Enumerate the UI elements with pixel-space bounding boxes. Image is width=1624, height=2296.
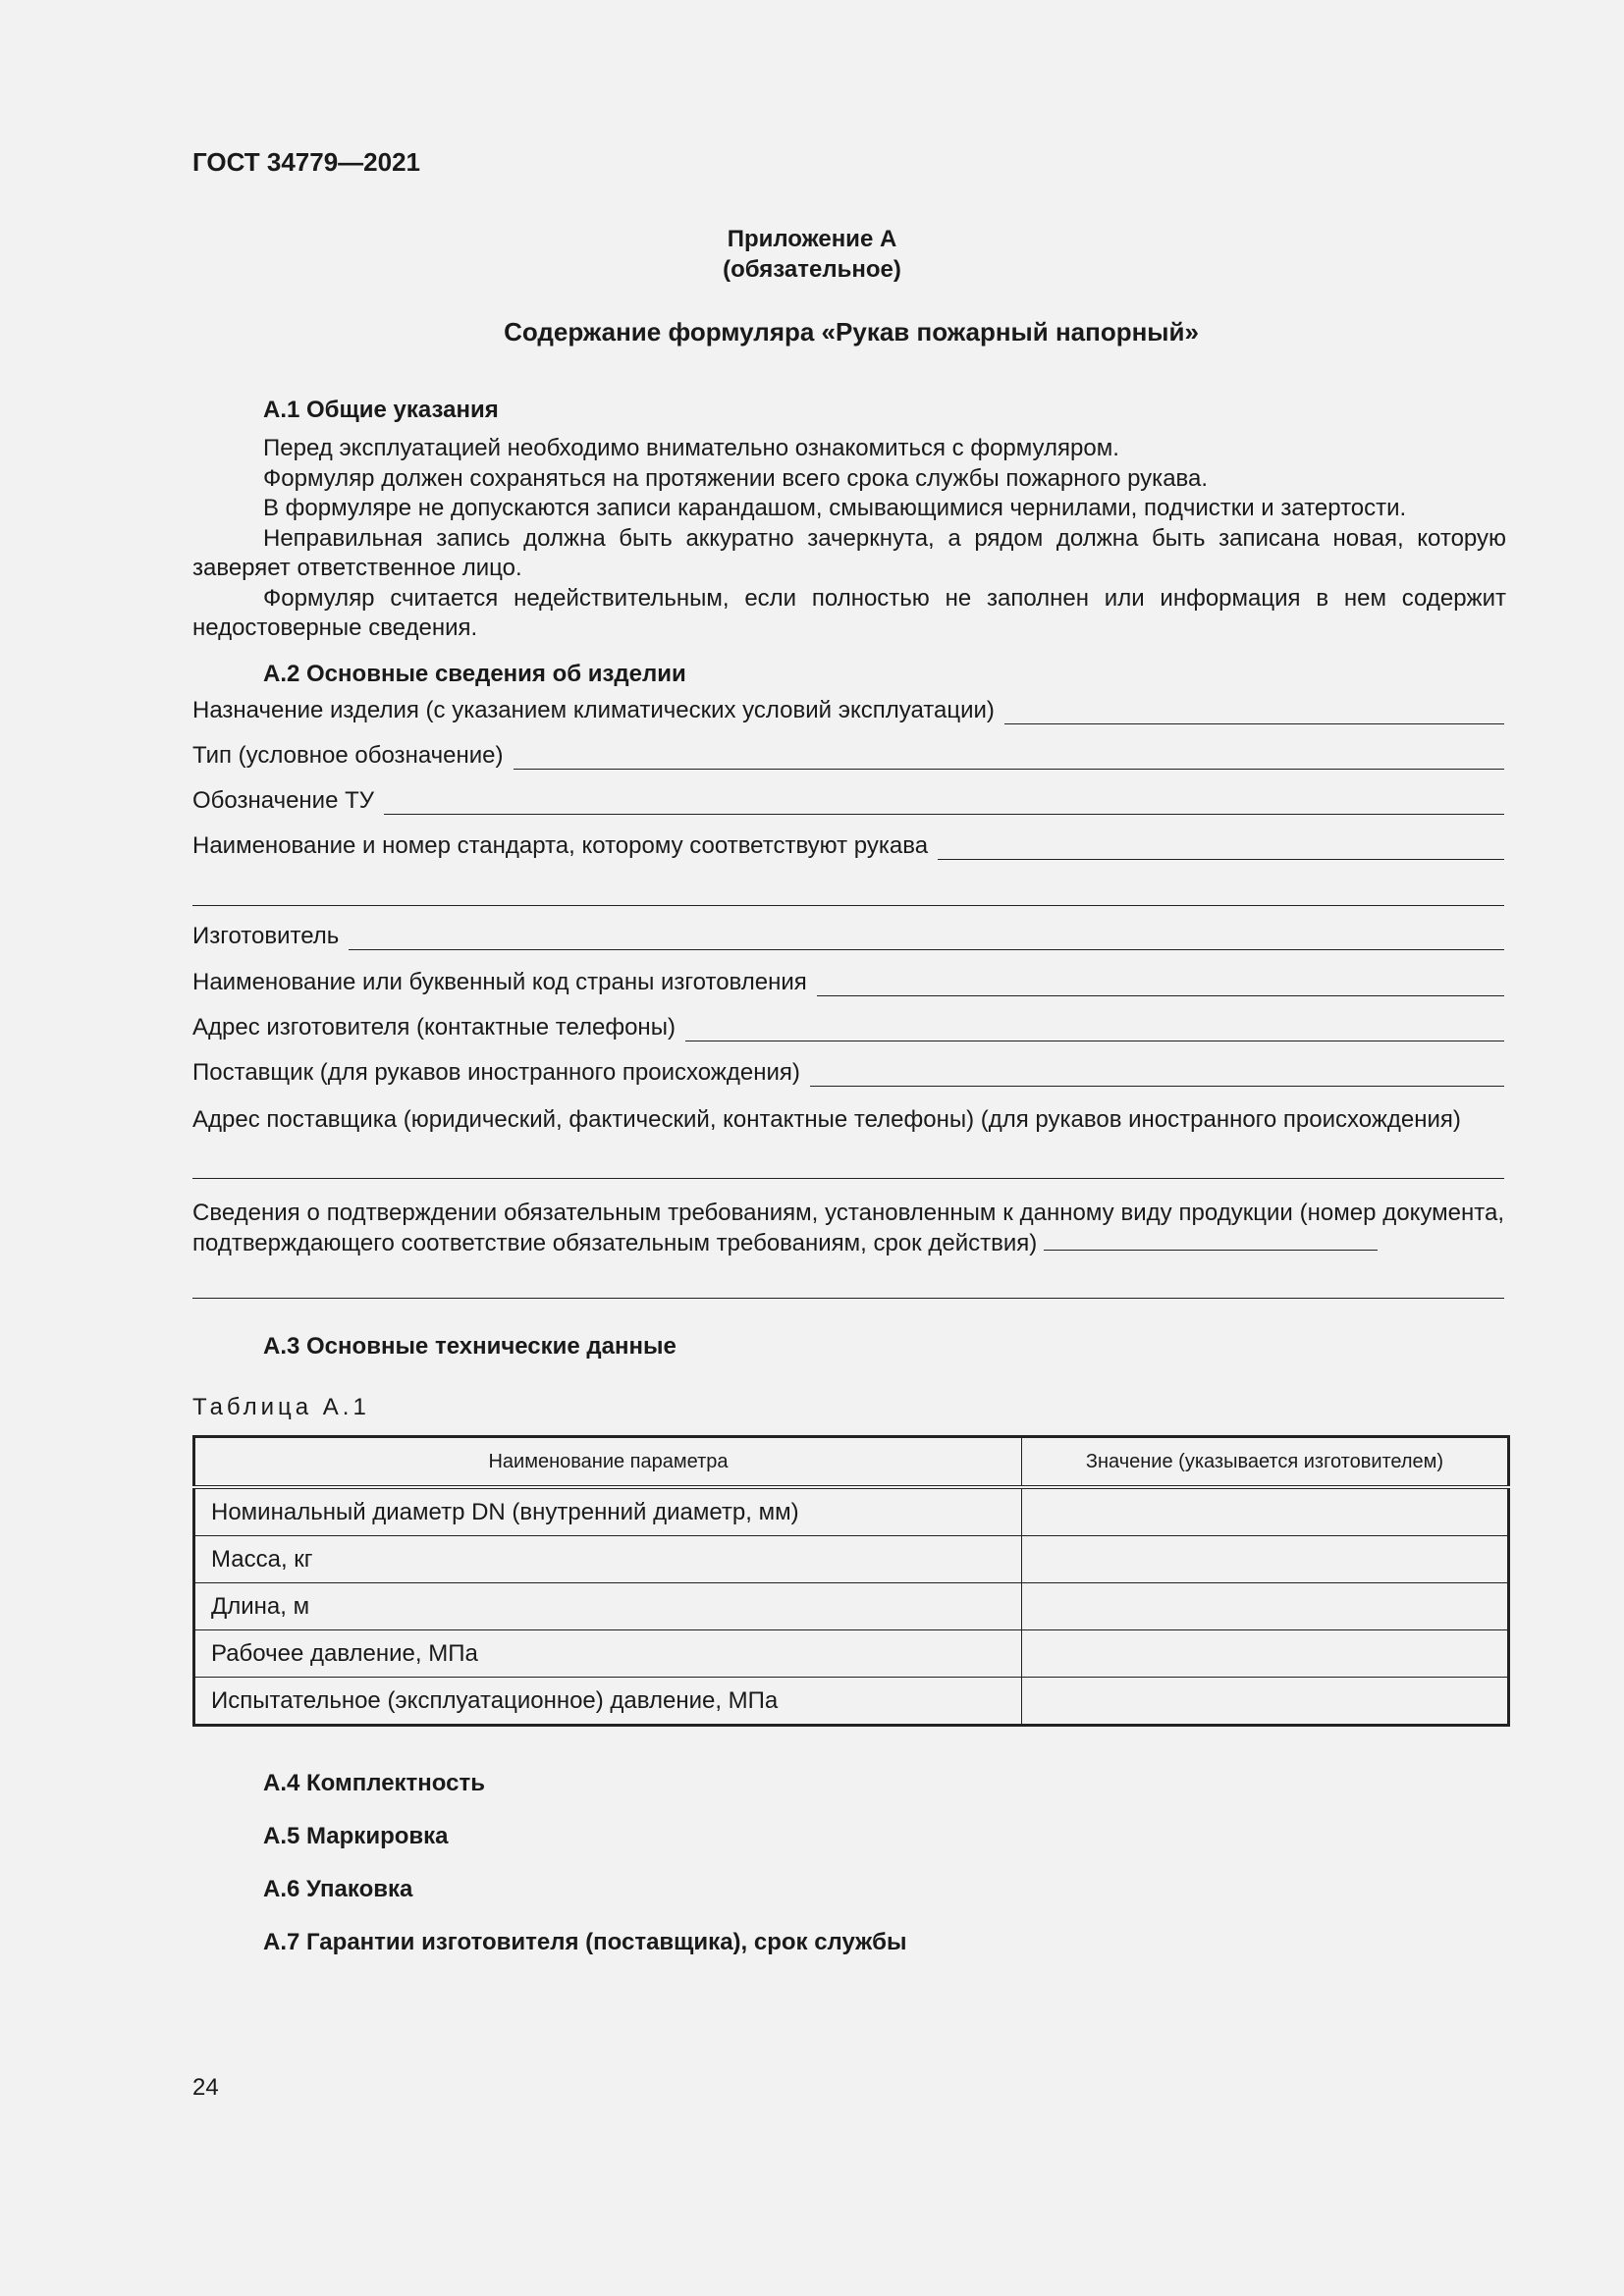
section-a1-heading: А.1 Общие указания bbox=[263, 397, 499, 423]
field-label: Обозначение ТУ bbox=[192, 787, 375, 814]
table-row bbox=[194, 1583, 1509, 1630]
fill-line[interactable] bbox=[938, 833, 1504, 860]
paragraph: Формуляр должен сохраняться на протяжении всего срока службы пожарного рукава. bbox=[263, 464, 1209, 492]
field-label: Поставщик (для рукавов иностранного происхождения) bbox=[192, 1059, 800, 1086]
annex-header bbox=[0, 224, 1624, 285]
parameter-name: Рабочее давление, МПа bbox=[194, 1630, 1022, 1678]
table-row bbox=[194, 1487, 1509, 1536]
page-number: 24 bbox=[192, 2074, 219, 2101]
section-a1-body bbox=[192, 434, 1506, 644]
fill-line-conformity[interactable] bbox=[192, 1298, 1504, 1299]
field-label: Назначение изделия (с указанием климатических условий эксплуатации) bbox=[192, 697, 995, 723]
fill-line[interactable] bbox=[1004, 698, 1504, 724]
field-purpose[interactable] bbox=[192, 697, 1504, 724]
parameter-value-cell[interactable] bbox=[1022, 1536, 1509, 1583]
section-a5-heading: А.5 Маркировка bbox=[263, 1823, 449, 1849]
parameter-value-cell[interactable] bbox=[1022, 1583, 1509, 1630]
table-header-row bbox=[194, 1437, 1509, 1488]
fill-line[interactable] bbox=[514, 743, 1505, 770]
fill-line[interactable] bbox=[685, 1015, 1504, 1041]
field-label: Тип (условное обозначение) bbox=[192, 742, 504, 769]
section-a3-heading: А.3 Основные технические данные bbox=[263, 1333, 677, 1360]
column-header-parameter: Наименование параметра bbox=[194, 1437, 1022, 1488]
section-a4-heading: А.4 Комплектность bbox=[263, 1770, 485, 1796]
field-conformity[interactable] bbox=[192, 1199, 1504, 1258]
standard-code: ГОСТ 34779—2021 bbox=[192, 147, 420, 177]
field-tu[interactable] bbox=[192, 787, 1504, 815]
paragraph: В формуляре не допускаются записи карандашом, смывающимися чернилами, подчистки и затертости. bbox=[263, 495, 1407, 521]
parameters-table bbox=[192, 1435, 1510, 1727]
field-supplier[interactable] bbox=[192, 1059, 1504, 1087]
table-row bbox=[194, 1678, 1509, 1726]
document-title: Содержание формуляра «Рукав пожарный напорный» bbox=[504, 317, 1199, 347]
table-row bbox=[194, 1536, 1509, 1583]
fill-line-supplier-address[interactable] bbox=[192, 1178, 1504, 1179]
parameter-value-cell[interactable] bbox=[1022, 1487, 1509, 1536]
paragraph: Неправильная запись должна быть аккуратно зачеркнута, а рядом должна быть записана новая, которую заверяет ответственное лицо. bbox=[192, 524, 1506, 581]
paragraph: Формуляр считается недействительным, если полностью не заполнен или информация в нем содержит недостоверные сведения. bbox=[192, 584, 1506, 641]
parameter-name: Длина, м bbox=[194, 1583, 1022, 1630]
fill-line[interactable] bbox=[349, 924, 1504, 950]
paragraph: Перед эксплуатацией необходимо внимательно ознакомиться с формуляром. bbox=[263, 435, 1119, 461]
fill-line[interactable] bbox=[810, 1060, 1504, 1087]
fill-line-extra[interactable] bbox=[192, 905, 1504, 906]
table-caption: Таблица А.1 bbox=[192, 1394, 370, 1420]
field-type[interactable] bbox=[192, 742, 1504, 770]
column-header-value: Значение (указывается изготовителем) bbox=[1022, 1437, 1509, 1488]
parameter-name: Масса, кг bbox=[194, 1536, 1022, 1583]
annex-status: (обязательное) bbox=[723, 256, 901, 283]
parameter-value-cell[interactable] bbox=[1022, 1678, 1509, 1726]
fill-line[interactable] bbox=[817, 970, 1504, 996]
annex-title: Приложение А bbox=[727, 226, 897, 252]
section-a7-heading: А.7 Гарантии изготовителя (поставщика), срок службы bbox=[263, 1929, 907, 1955]
field-label: Адрес изготовителя (контактные телефоны) bbox=[192, 1014, 676, 1041]
section-a2-heading: А.2 Основные сведения об изделии bbox=[263, 661, 686, 687]
field-country[interactable] bbox=[192, 969, 1504, 996]
section-a6-heading: А.6 Упаковка bbox=[263, 1876, 413, 1902]
parameter-value-cell[interactable] bbox=[1022, 1630, 1509, 1678]
field-address[interactable] bbox=[192, 1014, 1504, 1041]
parameter-name: Испытательное (эксплуатационное) давление, МПа bbox=[194, 1678, 1022, 1726]
field-label: Наименование или буквенный код страны изготовления bbox=[192, 969, 807, 995]
field-label: Изготовитель bbox=[192, 923, 340, 949]
field-standard[interactable] bbox=[192, 832, 1504, 860]
field-label-supplier-address: Адрес поставщика (юридический, фактический, контактные телефоны) (для рукавов иностранного происхождения) bbox=[192, 1106, 1461, 1133]
field-label: Наименование и номер стандарта, которому соответствуют рукава bbox=[192, 832, 929, 859]
field-manufacturer[interactable] bbox=[192, 923, 1504, 950]
parameter-name: Номинальный диаметр DN (внутренний диаметр, мм) bbox=[194, 1487, 1022, 1536]
field-label: Сведения о подтверждении обязательным требованиям, установленным к данному виду продукции (номер документа, подтверждающего соответствие обязательным требованиям, срок действия) bbox=[192, 1200, 1504, 1256]
fill-line[interactable] bbox=[384, 788, 1504, 815]
table-row bbox=[194, 1630, 1509, 1678]
fill-line[interactable] bbox=[1044, 1228, 1378, 1251]
